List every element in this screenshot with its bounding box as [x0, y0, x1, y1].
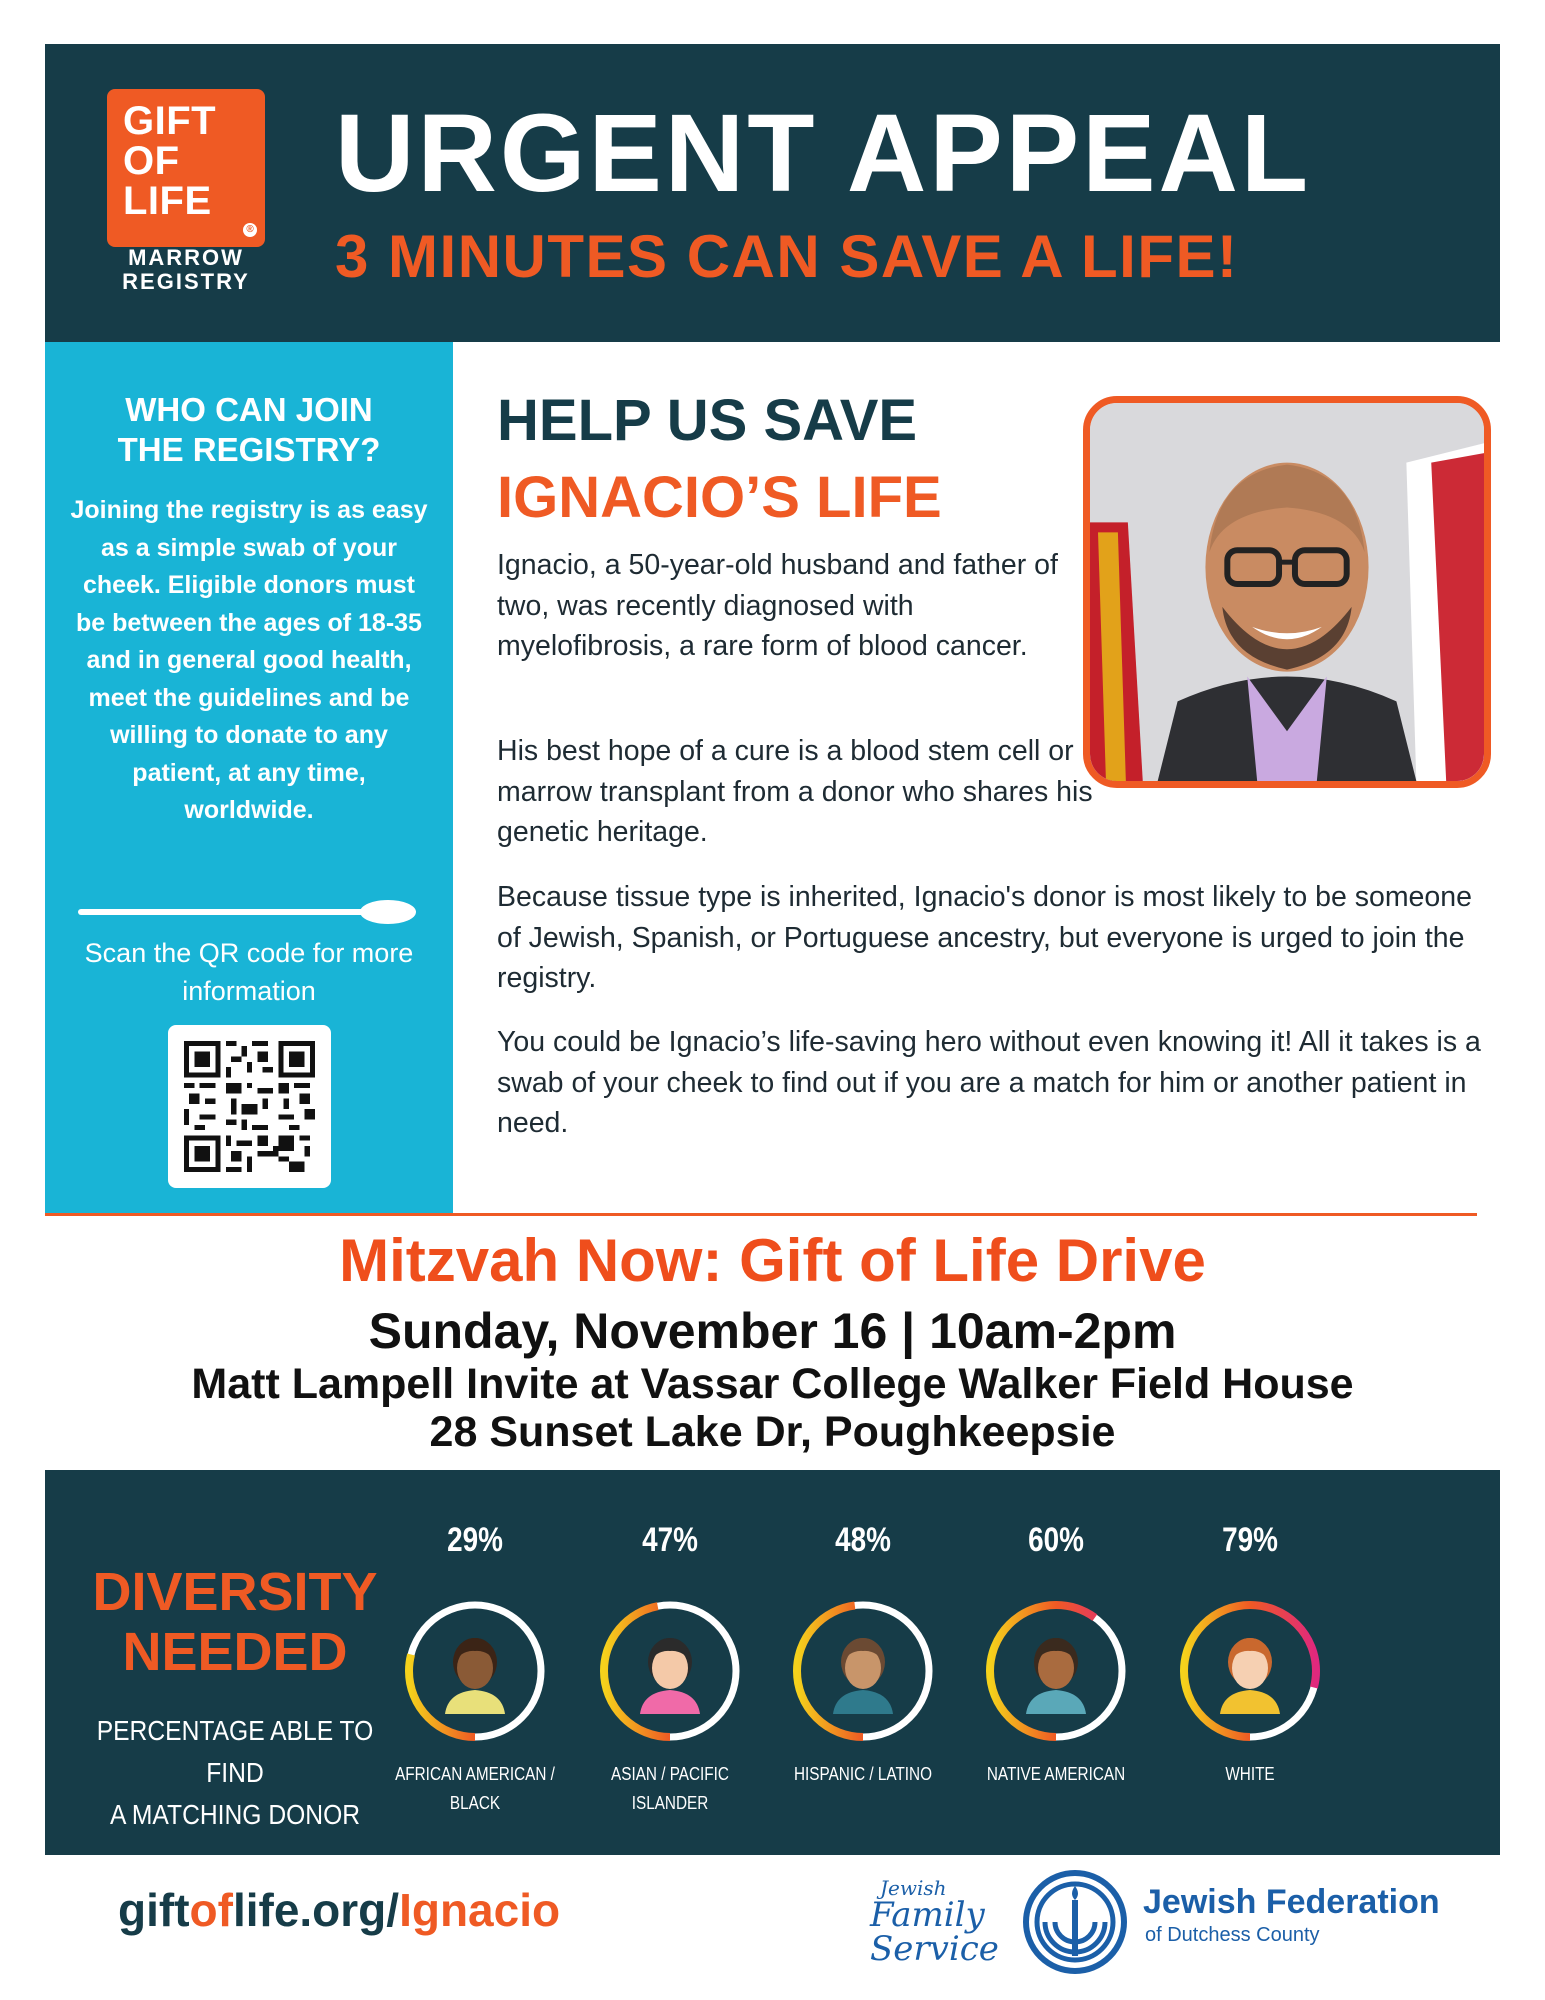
diversity-stat [580, 1470, 760, 1855]
gift-of-life-logo [107, 89, 265, 247]
stat-group-label-line1: AFRICAN AMERICAN / [395, 1764, 555, 1784]
diversity-heading-line2: NEEDED [122, 1622, 348, 1682]
logo-word-life: LIFE [123, 179, 212, 223]
stat-group-label [778, 1760, 948, 1789]
diversity-panel [45, 1470, 1500, 1855]
federation-name: Jewish Federation [1143, 1883, 1440, 1921]
federation-subtitle: of Dutchess County [1145, 1924, 1320, 1946]
story-heading: HELP US SAVE [497, 388, 918, 453]
stat-percentage: 29% [447, 1521, 503, 1559]
diversity-stat [385, 1470, 565, 1855]
person-avatar-icon [1220, 1638, 1280, 1714]
person-avatar-icon [445, 1638, 505, 1714]
diversity-stat [1160, 1470, 1340, 1855]
cheek-swab-icon [78, 897, 418, 927]
page-subtitle: 3 MINUTES CAN SAVE A LIFE! [335, 223, 1239, 290]
story-paragraph-4: You could be Ignacio’s life-saving hero without even knowing it! All it takes is a swab of your cheek to find out if you are a match for him or another patient in need. [497, 1026, 1481, 1139]
qr-code[interactable] [168, 1025, 331, 1188]
registry-sidebar [45, 342, 453, 1214]
patient-portrait-icon [1090, 403, 1484, 781]
stat-group-label-line1: ASIAN / PACIFIC [611, 1764, 729, 1784]
jfs-word-service: Service [870, 1929, 999, 1969]
jewish-family-service-logo [870, 1876, 1000, 1976]
url-part-of: of [189, 1884, 233, 1936]
diversity-heading-line1: DIVERSITY [92, 1562, 378, 1622]
stat-ring-chart [1175, 1596, 1325, 1746]
url-part-life: life.org/ [232, 1884, 400, 1936]
event-date: Sunday, November 16 | 10am-2pm [368, 1303, 1177, 1359]
sidebar-eligibility-text: Joining the registry is as easy as a simple swab of your cheek. Eligible donors must be between the ages of 18-35 and in general good health, meet the guidelines and be willing to donate to any patient, at any time, worldwide. [70, 496, 428, 824]
stat-group-label-line2: BLACK [449, 1793, 501, 1813]
menorah-icon [1023, 1870, 1127, 1974]
stat-group-label [585, 1760, 755, 1818]
logo-word-of: OF [123, 139, 180, 183]
diversity-stat [966, 1470, 1146, 1855]
person-avatar-icon [640, 1638, 700, 1714]
patient-photo [1083, 396, 1491, 788]
event-title: Mitzvah Now: Gift of Life Drive [339, 1227, 1206, 1294]
story-paragraph-1: Ignacio, a 50-year-old husband and father of two, was recently diagnosed with myelofibrosis, a rare form of blood cancer. [497, 549, 1058, 662]
stat-group-label-line2: ISLANDER [631, 1793, 709, 1813]
qr-code-icon [184, 1041, 315, 1172]
story-paragraph-3: Because tissue type is inherited, Ignacio's donor is most likely to be someone of Jewish, Spanish, or Portuguese ancestry, but everyone is urged to join the registry. [497, 881, 1472, 994]
stat-group-label-line1: HISPANIC / LATINO [793, 1764, 933, 1784]
event-address: 28 Sunset Lake Dr, Poughkeepsie [429, 1408, 1116, 1456]
stat-percentage: 60% [1028, 1521, 1084, 1559]
stat-percentage: 48% [835, 1521, 891, 1559]
jfs-word-jewish: Jewish [880, 1876, 947, 1900]
logo-sub-registry: REGISTRY [122, 269, 250, 294]
story-paragraph-2: His best hope of a cure is a blood stem cell or marrow transplant from a donor who shares his genetic heritage. [497, 735, 1093, 848]
header-banner [45, 44, 1500, 342]
stat-group-label-line1: NATIVE AMERICAN [986, 1764, 1126, 1784]
diversity-caption-line1: PERCENTAGE ABLE TO FIND [96, 1715, 374, 1788]
stat-group-label [971, 1760, 1141, 1789]
logo-word-gift: GIFT [123, 99, 217, 143]
url-part-ignacio: Ignacio [399, 1884, 561, 1936]
sidebar-heading [45, 390, 453, 470]
section-divider [45, 1213, 1477, 1216]
campaign-url[interactable] [118, 1880, 560, 1940]
stat-ring-chart [981, 1596, 1131, 1746]
story-heading-name: IGNACIO’S LIFE [497, 465, 942, 530]
logo-sub-marrow: MARROW [128, 245, 244, 270]
stat-ring-chart [788, 1596, 938, 1746]
diversity-caption [85, 1710, 384, 1836]
stat-ring-chart [400, 1596, 550, 1746]
stat-ring-chart [595, 1596, 745, 1746]
registered-mark-icon: ® [243, 223, 257, 237]
stat-group-label [390, 1760, 560, 1818]
url-part-gift: gift [118, 1884, 190, 1936]
sidebar-heading-line2: THE REGISTRY? [117, 431, 381, 468]
logo-subtitle [107, 246, 265, 294]
diversity-stat [773, 1470, 953, 1855]
jfs-word-family: Family [870, 1895, 985, 1935]
scan-qr-instructions: Scan the QR code for more information [84, 938, 414, 1006]
page-title: URGENT APPEAL [335, 92, 1312, 215]
stat-percentage: 79% [1222, 1521, 1278, 1559]
person-avatar-icon [1026, 1638, 1086, 1714]
person-avatar-icon [833, 1638, 893, 1714]
stat-group-label [1165, 1760, 1335, 1789]
diversity-heading [65, 1562, 405, 1682]
sidebar-heading-line1: WHO CAN JOIN [125, 391, 373, 428]
stat-group-label-line1: WHITE [1225, 1764, 1275, 1784]
diversity-caption-line2: A MATCHING DONOR [109, 1799, 361, 1830]
event-venue: Matt Lampell Invite at Vassar College Walker Field House [191, 1360, 1354, 1408]
stat-percentage: 47% [642, 1521, 698, 1559]
